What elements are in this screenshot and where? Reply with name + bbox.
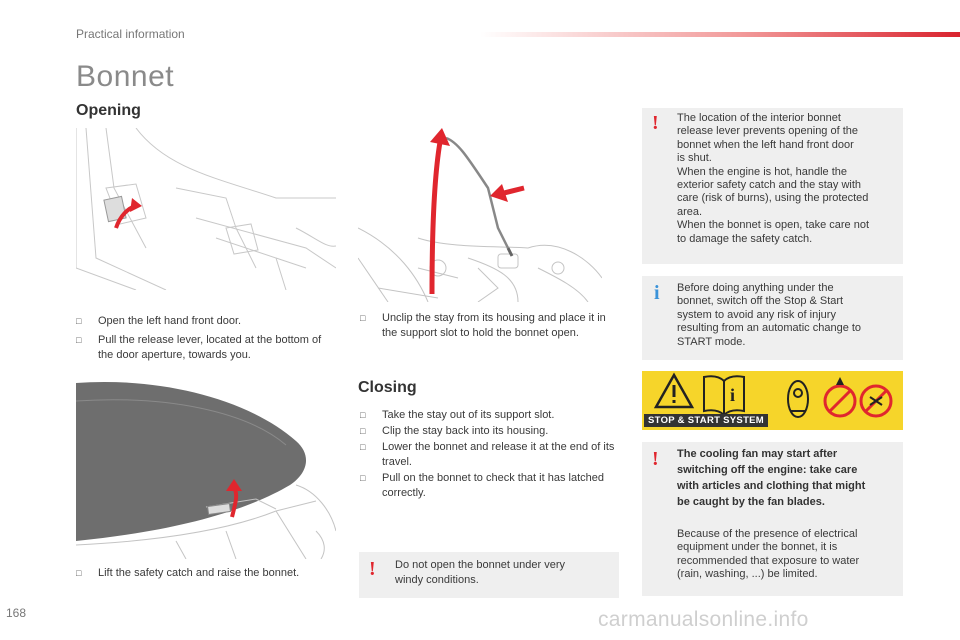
- opening-steps-middle: [360, 311, 616, 345]
- page-number: 168: [6, 606, 27, 620]
- warning-text: When the engine is hot, handle the: [677, 165, 848, 178]
- warning-text: exterior safety catch and the stay with: [677, 179, 862, 192]
- warning-text: Do not open the bonnet under very: [395, 559, 566, 571]
- windy-warning-box: [359, 552, 619, 598]
- opening-step-bottom: [76, 566, 338, 585]
- info-text: Before doing anything under the: [677, 282, 834, 294]
- svg-text:i: i: [730, 385, 736, 405]
- list-item: □ Open the left hand front door.: [76, 314, 338, 329]
- list-item: □ Pull the release lever, located at the bottom of the door aperture, towards you.: [76, 333, 338, 363]
- list-item: □ Unclip the stay from its housing and place it in the support slot to hold the bonnet open.: [360, 311, 616, 341]
- fan-belt-icon: [788, 381, 808, 417]
- list-item: □ Take the stay out of its support slot.: [360, 408, 618, 423]
- warning-text: (rain, washing, ...) be limited.: [677, 568, 818, 581]
- cooling-fan-warning-box: [642, 442, 903, 596]
- closing-steps: [360, 408, 618, 505]
- warning-strong-text: The cooling fan may start after: [677, 448, 838, 460]
- watermark: carmanualsonline.info: [598, 608, 809, 631]
- warning-icon: !: [652, 112, 659, 134]
- no-hand-icon: [825, 377, 855, 416]
- info-icon: i: [654, 282, 660, 304]
- info-text: system to avoid any risk of injury: [677, 308, 836, 321]
- closing-heading: Closing: [358, 379, 417, 396]
- stop-start-warning-sticker: [642, 371, 903, 430]
- warning-icon: !: [652, 448, 659, 470]
- list-item: □ Clip the stay back into its housing.: [360, 424, 618, 439]
- warning-text: The location of the interior bonnet: [677, 112, 841, 124]
- warning-text: to damage the safety catch.: [677, 232, 813, 245]
- list-item: □ Lower the bonnet and release it at the end of its travel.: [360, 440, 618, 470]
- stop-start-info-box: [642, 276, 903, 360]
- opening-heading: Opening: [76, 102, 141, 119]
- section-header: Practical information: [76, 27, 185, 41]
- warning-text: Because of the presence of electrical: [677, 528, 858, 540]
- interior-lever-warning-box: [642, 108, 903, 264]
- list-item: □ Pull on the bonnet to check that it has latched correctly.: [360, 471, 618, 501]
- stop-start-label: STOP & START SYSTEM: [644, 414, 768, 427]
- warning-text: equipment under the bonnet, it is: [677, 541, 838, 554]
- header-accent-bar: [480, 32, 960, 37]
- info-text: START mode.: [677, 335, 746, 348]
- warning-text: recommended that exposure to water: [677, 554, 860, 567]
- warning-strong-text: switching off the engine: take care: [677, 464, 858, 476]
- warning-text: is shut.: [677, 152, 712, 165]
- warning-strong-text: with articles and clothing that might: [677, 480, 866, 492]
- list-item: □ Lift the safety catch and raise the bonnet.: [76, 566, 338, 581]
- warning-text: windy conditions.: [395, 574, 479, 586]
- info-text: resulting from an automatic change to: [677, 322, 862, 335]
- page-title: Bonnet: [76, 60, 175, 93]
- warning-text: bonnet when the left hand front door: [677, 138, 854, 151]
- opening-steps-left: [76, 314, 338, 367]
- no-fan-icon: [861, 386, 891, 416]
- warning-text: area.: [677, 205, 703, 218]
- warning-icon: !: [369, 558, 376, 580]
- warning-strong-text: be caught by the fan blades.: [677, 496, 825, 508]
- bonnet-stay-illustration: [358, 128, 602, 302]
- warning-text: care (risk of burns), using the protected: [677, 192, 869, 205]
- warning-text: release lever prevents opening of the: [677, 125, 859, 138]
- manual-book-icon: [704, 376, 744, 415]
- info-text: bonnet, switch off the Stop & Start: [677, 295, 844, 308]
- safety-catch-illustration: [76, 381, 336, 559]
- release-lever-illustration: [76, 128, 336, 290]
- warning-text: When the bonnet is open, take care not: [677, 219, 870, 232]
